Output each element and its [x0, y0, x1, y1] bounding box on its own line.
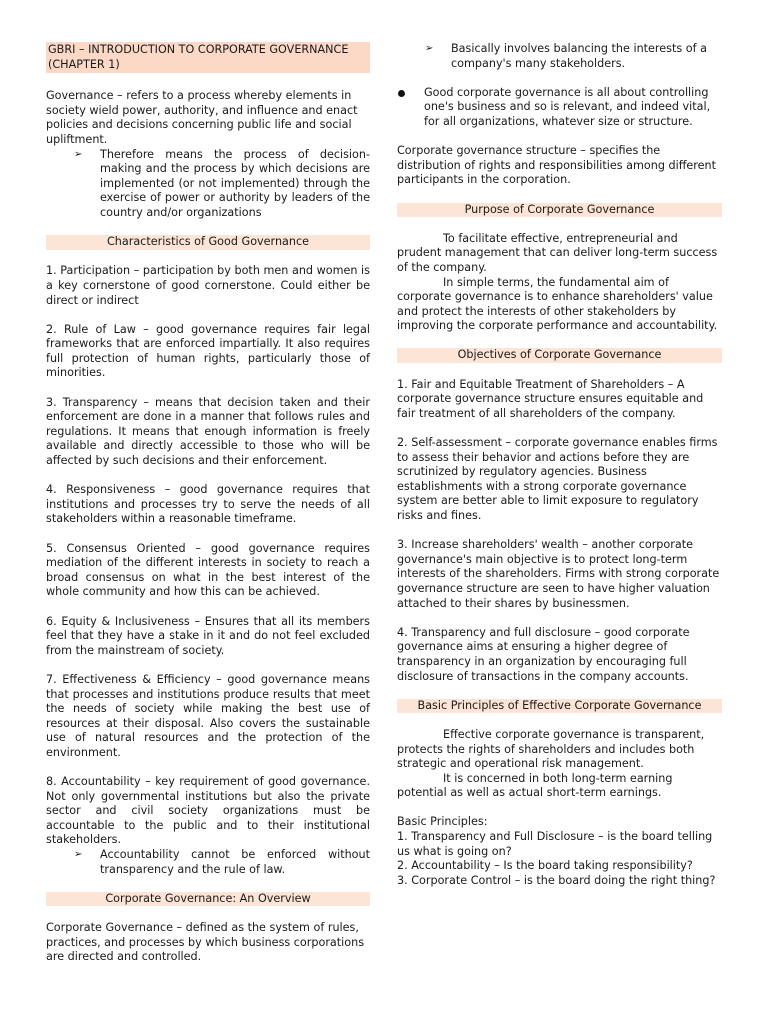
- overview-definition: Corporate Governance – defined as the system of rules, practices, and processes by which business corporations are directed and controlled.: [46, 921, 365, 964]
- principle-item: 2. Accountability – Is the board taking responsibility?: [397, 859, 693, 873]
- characteristic-item: 1. Participation – participation by both men and women is a key cornerstone of good cornerstone. Could either be direct or indirect: [46, 264, 370, 307]
- accountability-subpoint-text: Accountability cannot be enforced without transparency and the rule of law.: [100, 848, 370, 876]
- purpose-heading: Purpose of Corporate Governance: [397, 203, 722, 218]
- overview-heading: Corporate Governance: An Overview: [46, 892, 370, 907]
- characteristics-heading: Characteristics of Good Governance: [46, 235, 370, 250]
- left-column: [46, 42, 370, 965]
- objective-item: 4. Transparency and full disclosure – good corporate governance aims at ensuring a higher degree of transparency in an organization by encouraging full disclosure of transactions in the company accounts.: [397, 625, 690, 683]
- governance-subpoint: [46, 148, 370, 221]
- arrow-bullet-icon: ➢: [74, 849, 83, 861]
- characteristic-item: 2. Rule of Law – good governance requires fair legal frameworks that are enforced impartially. It also requires full protection of human rights, particularly those of minorities.: [46, 322, 370, 380]
- characteristic-item: 7. Effectiveness & Efficiency – good governance means that processes and institutions produce results that meet the needs of society while making the best use of resources at their disposal. Also covers the sustainable use of natural resources and the protection of the environment.: [46, 672, 370, 759]
- principles-paragraph: It is concerned in both long-term earning potential as well as actual short-term earnings.: [397, 771, 673, 800]
- purpose-paragraph: In simple terms, the fundamental aim of corporate governance is to enhance shareholders' value and protect the interests of other stakeholders by improving the corporate performance and accountability.: [397, 275, 718, 333]
- characteristic-item: 8. Accountability – key requirement of good governance. Not only governmental institutions but also the private sector and civil society organizations must be accountable to the public and to their institutional stakeholders.: [46, 775, 370, 847]
- objective-item: 1. Fair and Equitable Treatment of Shareholders – A corporate governance structure ensures equitable and fair treatment of all shareholders of the company.: [397, 377, 704, 420]
- objective-item: 2. Self-assessment – corporate governance enables firms to assess their behavior and actions before they are scrutinized by regulatory agencies. Business establishments with a strong corporate governance system are better able to limit exposure to regulatory risks and fines.: [397, 436, 718, 522]
- characteristic-item: 4. Responsiveness – good governance requires that institutions and processes try to serve the needs of all stakeholders within a reasonable timeframe.: [46, 483, 370, 526]
- good-governance-bullet-text: Good corporate governance is all about controlling one's business and so is relevant, and indeed vital, for all organizations, whatever size or structure.: [424, 85, 711, 128]
- balance-subpoint: [397, 42, 722, 71]
- principle-item: 3. Corporate Control – is the board doing the right thing?: [397, 873, 716, 887]
- objective-item: 3. Increase shareholders' wealth – another corporate governance's main objective is to protect long-term interests of the shareholders. Firms with strong corporate governance structure are seen to have higher valuation attached to their shares by businessmen.: [397, 538, 720, 610]
- governance-subpoint-text: Therefore means the process of decision-making and the process by which decisions are implemented (or not implemented) through the exercise of power or authority by leaders of the country and/or organizations: [100, 147, 370, 219]
- principles-heading: Basic Principles of Effective Corporate Governance: [397, 699, 722, 714]
- characteristic-item: 5. Consensus Oriented – good governance requires mediation of the different interests in society to reach a broad consensus on what in the best interest of the whole community and how this can be achieved.: [46, 541, 370, 599]
- document-title: GBRI – INTRODUCTION TO CORPORATE GOVERNANCE (CHAPTER 1): [46, 42, 370, 73]
- principles-paragraph: Effective corporate governance is transparent, protects the rights of shareholders and includes both strategic and operational risk management.: [397, 727, 705, 771]
- accountability-subpoint: [46, 848, 370, 877]
- arrow-bullet-icon: ➢: [74, 148, 83, 160]
- structure-definition: Corporate governance structure – specifies the distribution of rights and responsibilities among different participants in the corporation.: [397, 144, 717, 187]
- balance-subpoint-text: Basically involves balancing the interests of a company's many stakeholders.: [451, 42, 707, 70]
- objectives-heading: Objectives of Corporate Governance: [397, 348, 722, 363]
- governance-definition: Governance – refers to a process whereby elements in society wield power, authority, and influence and enact policies and decisions concerning public life and social upliftment.: [46, 89, 358, 146]
- arrow-bullet-icon: ➢: [425, 43, 434, 54]
- bullet-dot-icon: [398, 90, 405, 97]
- purpose-paragraph: To facilitate effective, entrepreneurial and prudent management that can deliver long-term success of the company.: [397, 231, 718, 274]
- characteristic-item: 6. Equity & Inclusiveness – Ensures that all its members feel that they have a stake in it and do not feel excluded from the mainstream of society.: [46, 614, 370, 657]
- basic-principles-label: Basic Principles:: [397, 815, 488, 829]
- right-column: [397, 42, 722, 888]
- principle-item: 1. Transparency and Full Disclosure – is the board telling us what is going on?: [397, 830, 713, 858]
- characteristic-item: 3. Transparency – means that decision taken and their enforcement are done in a manner that follows rules and regulations. It means that enough information is freely available and directly accessible to those who will be affected by such decisions and their enforcement.: [46, 395, 370, 468]
- good-governance-bullet: [397, 86, 722, 130]
